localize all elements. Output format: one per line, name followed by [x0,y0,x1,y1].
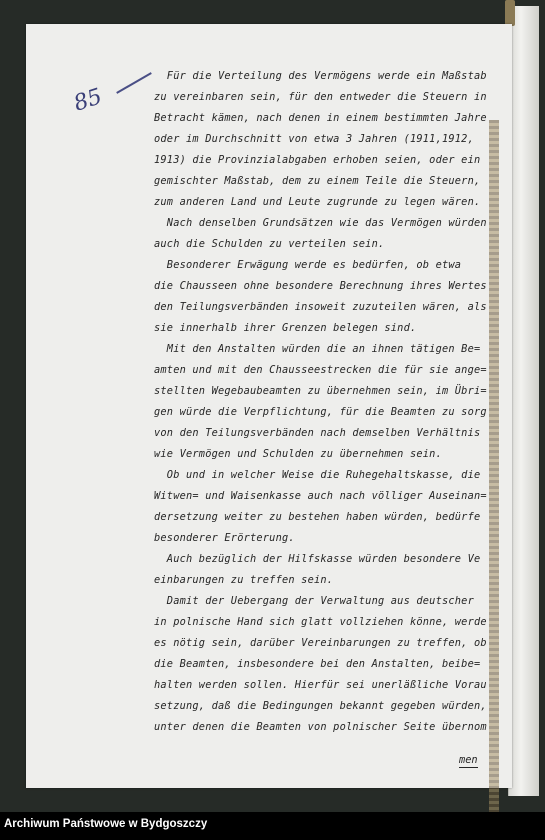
text-line: zu vereinbaren sein, für den entweder die Steuern in [154,91,487,103]
text-line: wie Vermögen und Schulden zu übernehmen sein. [154,448,442,460]
text-line: Ob und in welcher Weise die Ruhegehaltskasse, die [154,469,481,481]
binding-string [489,120,499,820]
catchword: men [459,754,478,766]
text-line: den Teilungsverbänden insoweit zuzuteilen wären, als [154,301,487,313]
text-line: amten und mit den Chausseestrecken die für sie ange= [154,364,487,376]
text-line: setzung, daß die Bedingungen bekannt gegeben würden, [154,700,487,712]
text-line: gen würde die Verpflichtung, für die Beamten zu sorg [154,406,487,418]
text-line: Betracht kämen, nach denen in einem bestimmten Jahre [154,112,487,124]
text-line: Für die Verteilung des Vermögens werde ein Maßstab [154,70,487,82]
text-line: besonderer Erörterung. [154,532,295,544]
text-line: dersetzung weiter zu bestehen haben würden, bedürfe [154,511,481,523]
text-line: auch die Schulden zu verteilen sein. [154,238,385,250]
text-line: Damit der Uebergang der Verwaltung aus deutscher [154,595,474,607]
text-line: die Chausseen ohne besondere Berechnung ihres Wertes [154,280,487,292]
text-line: Witwen= und Waisenkasse auch nach völliger Auseinan= [154,490,487,502]
text-line: Auch bezüglich der Hilfskasse würden besondere Ve [154,553,481,565]
text-line: Mit den Anstalten würden die an ihnen tätigen Be= [154,343,481,355]
next-page-edge [508,6,539,796]
binder-clip [505,0,515,26]
text-line: die Beamten, insbesondere bei den Anstalten, beibe= [154,658,481,670]
text-line: gemischter Maßstab, dem zu einem Teile die Steuern, [154,175,481,187]
text-line: Nach denselben Grundsätzen wie das Vermögen würden [154,217,487,229]
folio-pencil-stroke [116,72,152,94]
typed-text-block [154,66,512,738]
text-line: einbarungen zu treffen sein. [154,574,334,586]
text-line: zum anderen Land und Leute zugrunde zu legen wären. [154,196,481,208]
text-line: stellten Wegebaubeamten zu übernehmen sein, im Übri= [154,385,487,397]
document-page [26,24,512,788]
archive-label: Archiwum Państwowe w Bydgoszczy [4,818,208,830]
text-line: Besonderer Erwägung werde es bedürfen, ob etwa [154,259,462,271]
archive-footer-bar [0,812,545,840]
folio-number: 85 [70,84,106,117]
text-line: oder im Durchschnitt von etwa 3 Jahren (1911,1912, [154,133,474,145]
text-line: 1913) die Provinzialabgaben erhoben seien, oder ein [154,154,481,166]
text-line: unter denen die Beamten von polnischer Seite übernom [154,721,487,733]
text-line: es nötig sein, darüber Vereinbarungen zu treffen, ob [154,637,487,649]
text-line: von den Teilungsverbänden nach demselben Verhältnis [154,427,481,439]
text-line: halten werden sollen. Hierfür sei unerläßliche Vorau [154,679,487,691]
text-line: in polnische Hand sich glatt vollziehen könne, werde [154,616,487,628]
text-line: sie innerhalb ihrer Grenzen belegen sind. [154,322,417,334]
